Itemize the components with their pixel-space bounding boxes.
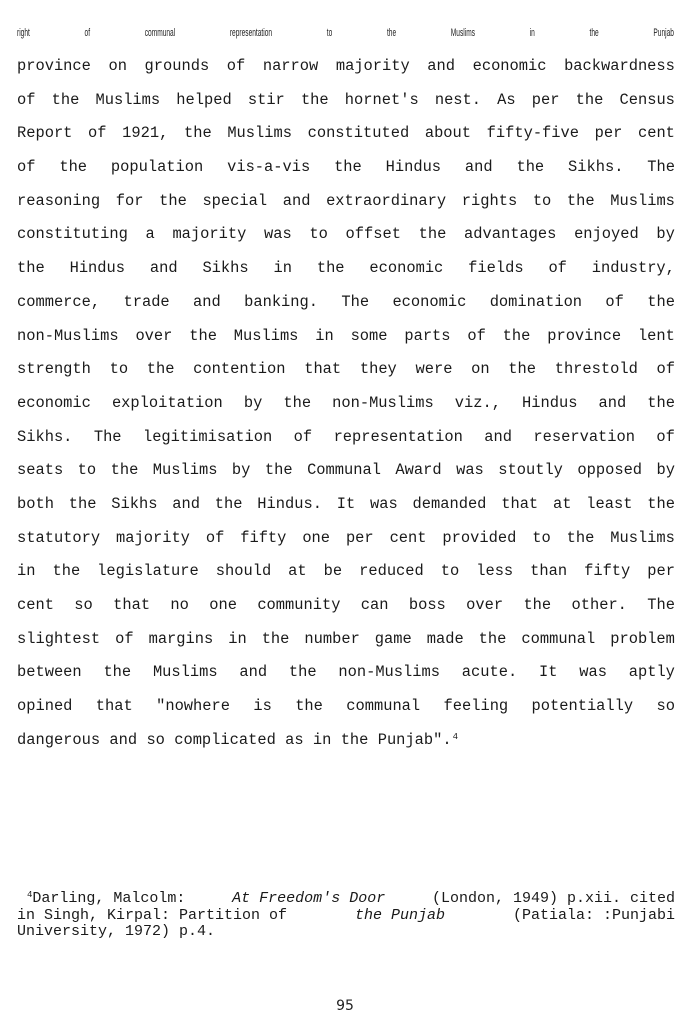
word: the xyxy=(146,360,175,379)
footnote-publication: (London, 1949) p.xii. cited xyxy=(431,890,675,907)
word: the xyxy=(516,158,545,177)
word: As xyxy=(497,90,516,109)
word: the xyxy=(316,259,345,278)
first-line-word: right xyxy=(17,27,30,39)
word: Communal xyxy=(307,461,381,480)
word: constituting xyxy=(17,225,128,244)
footnote-author: Darling, Malcolm: xyxy=(32,890,186,907)
word: The xyxy=(647,158,675,177)
word: feeling xyxy=(443,697,509,716)
word: on xyxy=(108,57,127,75)
word: to xyxy=(309,225,328,244)
word: and xyxy=(172,494,200,513)
body-line xyxy=(17,353,675,387)
word: trade xyxy=(123,292,170,311)
word: so xyxy=(146,730,165,749)
word: one xyxy=(302,528,331,547)
word: non-Muslims xyxy=(338,663,440,682)
word: to xyxy=(532,191,552,210)
word: the xyxy=(575,90,604,109)
word: province xyxy=(17,57,91,75)
word: viz., xyxy=(454,393,501,412)
word: Sikhs xyxy=(111,494,158,513)
word: grounds xyxy=(144,57,210,75)
word: The xyxy=(341,292,370,311)
word: helped xyxy=(176,90,232,109)
word: majority xyxy=(335,57,410,75)
word: cent xyxy=(637,124,675,143)
word: majority xyxy=(172,225,247,244)
word: to xyxy=(532,528,551,547)
body-line xyxy=(17,421,675,455)
word: the xyxy=(214,494,243,513)
word: that xyxy=(501,494,539,513)
word: to xyxy=(440,562,460,581)
word: province xyxy=(547,326,622,345)
word: other. xyxy=(571,596,627,614)
word: margins xyxy=(148,629,214,648)
body-line xyxy=(17,690,675,724)
word: fields xyxy=(468,259,524,278)
word: the xyxy=(566,528,595,547)
word: is xyxy=(253,697,272,716)
word: that xyxy=(113,596,151,614)
word: the xyxy=(261,629,290,648)
first-line-word: the xyxy=(589,27,599,39)
word: cent xyxy=(389,528,427,547)
word: Muslims xyxy=(233,326,299,345)
word: on xyxy=(471,360,490,379)
word: of xyxy=(115,629,134,648)
word: and xyxy=(464,158,493,177)
word: per xyxy=(531,90,560,109)
word: by xyxy=(231,461,251,480)
footnote-marker: 4 xyxy=(27,890,33,900)
body-line xyxy=(17,117,675,151)
body-line xyxy=(17,623,675,657)
word: It xyxy=(538,663,558,682)
word: Report xyxy=(17,124,73,143)
word: commerce, xyxy=(17,292,101,311)
word: can xyxy=(360,596,389,614)
word: economic xyxy=(472,57,547,75)
word: "nowhere xyxy=(156,697,230,716)
word: problem xyxy=(610,629,675,648)
word: vis-a-vis xyxy=(227,158,311,177)
word: complicated xyxy=(174,730,276,749)
word: opposed xyxy=(577,461,643,480)
body-line xyxy=(17,488,675,522)
word: lent xyxy=(637,326,675,345)
body-line-last xyxy=(17,724,675,758)
word: the xyxy=(183,124,212,143)
word: the xyxy=(478,629,507,648)
word: acute. xyxy=(461,663,518,682)
word: the xyxy=(51,90,80,109)
word: and xyxy=(109,730,138,749)
word: and xyxy=(149,259,178,278)
word: the xyxy=(264,461,293,480)
word: least xyxy=(586,494,633,513)
footnote-line-1 xyxy=(17,891,675,908)
word: aptly xyxy=(628,663,675,682)
word: parts xyxy=(404,326,451,345)
word: legitimisation xyxy=(142,427,273,446)
word: the xyxy=(52,562,81,581)
word: so xyxy=(656,697,675,716)
body-line xyxy=(17,84,675,118)
word: be xyxy=(323,562,343,581)
word: of xyxy=(17,158,36,177)
word: banking. xyxy=(244,292,318,311)
word: the xyxy=(647,494,675,513)
word: by xyxy=(656,225,675,244)
word: was xyxy=(264,225,292,244)
footnote-reference[interactable]: 4 xyxy=(452,731,458,742)
word: the xyxy=(295,697,323,716)
word: over xyxy=(135,326,173,345)
word: the xyxy=(566,191,595,210)
footnote-cited-author: in Singh, Kirpal: Partition of xyxy=(17,906,288,924)
word: of xyxy=(226,57,246,75)
first-line-word: in xyxy=(529,27,535,39)
word: to xyxy=(109,360,129,379)
truncated-first-line xyxy=(17,27,674,43)
first-line-word: the xyxy=(386,27,397,39)
body-paragraph xyxy=(17,50,675,757)
word: hornet's xyxy=(344,90,419,109)
word: special xyxy=(202,191,268,210)
word: population xyxy=(110,158,204,177)
word: fifty-five xyxy=(486,124,579,143)
word: potentially xyxy=(531,697,634,716)
word: Hindus xyxy=(522,393,578,412)
word: dangerous xyxy=(17,730,101,749)
word: the xyxy=(508,360,537,379)
word: was xyxy=(370,494,398,513)
word: It xyxy=(336,494,356,513)
word: reduced xyxy=(359,562,424,581)
word: the xyxy=(647,393,675,412)
word: economic xyxy=(392,292,467,311)
word: constituted xyxy=(307,124,410,143)
word: and xyxy=(427,57,456,75)
first-line-word: representation xyxy=(229,27,273,39)
word: per xyxy=(647,562,675,581)
word: should xyxy=(215,562,272,581)
word: domination xyxy=(489,292,583,311)
word: The xyxy=(647,596,675,614)
word: and xyxy=(484,427,512,446)
word: Punjab".$^4$ xyxy=(377,730,458,749)
word: Hindus. xyxy=(257,494,322,513)
word: a xyxy=(145,225,155,244)
word: some xyxy=(350,326,388,345)
word: narrow xyxy=(262,57,319,75)
word: of xyxy=(17,90,36,109)
word: between xyxy=(17,663,82,682)
word: the xyxy=(189,326,217,345)
word: 1921, xyxy=(122,124,169,143)
word: by xyxy=(243,393,263,412)
first-line-word: of xyxy=(84,27,91,39)
word: both xyxy=(17,494,54,513)
word: extraordinary xyxy=(326,191,447,210)
word: legislature xyxy=(97,562,199,581)
body-line xyxy=(17,218,675,252)
word: communal xyxy=(521,629,596,648)
word: Muslims xyxy=(227,124,292,143)
body-line xyxy=(17,252,675,286)
word: non-Muslims xyxy=(332,393,434,412)
word: they xyxy=(359,360,397,379)
word: economic xyxy=(17,393,91,412)
word: demanded xyxy=(412,494,487,513)
word: nest. xyxy=(434,90,482,109)
word: fifty xyxy=(584,562,631,581)
word: game xyxy=(374,629,412,648)
body-line xyxy=(17,454,675,488)
word: less xyxy=(476,562,514,581)
word: so xyxy=(74,596,93,614)
word: of xyxy=(293,427,313,446)
word: and xyxy=(239,663,268,682)
word: Sikhs. xyxy=(568,158,624,177)
body-line xyxy=(17,522,675,556)
body-line xyxy=(17,555,675,589)
word: the xyxy=(523,596,552,614)
word: Sikhs xyxy=(202,259,249,278)
word: than xyxy=(530,562,568,581)
word: Muslims xyxy=(152,663,218,682)
word: of xyxy=(548,259,567,278)
word: and xyxy=(282,191,311,210)
word: Muslims xyxy=(95,90,161,109)
word: the xyxy=(300,90,329,109)
word: per xyxy=(345,528,374,547)
footnote-cited-title-italic: the Punjab xyxy=(355,906,446,924)
footnote-line-2 xyxy=(17,908,675,925)
body-line xyxy=(17,185,675,219)
word: the xyxy=(502,326,531,345)
word: number xyxy=(304,629,360,648)
footnote-cited-end: University, 1972) p.4. xyxy=(17,923,216,940)
word: Hindus xyxy=(385,158,442,177)
word: that xyxy=(95,697,133,716)
word: of xyxy=(88,124,107,143)
word: one xyxy=(209,596,237,614)
word: economic xyxy=(369,259,444,278)
word: communal xyxy=(346,697,421,716)
word: made xyxy=(426,629,464,648)
word: majority xyxy=(116,528,190,547)
word: for xyxy=(115,191,144,210)
word: the xyxy=(59,158,88,177)
word: the xyxy=(283,393,312,412)
word: per xyxy=(594,124,623,143)
word: provided xyxy=(442,528,517,547)
word: of xyxy=(605,292,624,311)
first-line-word: to xyxy=(326,27,333,39)
body-line xyxy=(17,387,675,421)
word: the xyxy=(159,191,187,210)
word: stir xyxy=(247,90,285,109)
first-line-word: communal xyxy=(144,27,176,39)
word: over xyxy=(466,596,504,614)
word: reservation xyxy=(533,427,636,446)
word: of xyxy=(205,528,225,547)
word: threstold xyxy=(554,360,638,379)
word: Sikhs. xyxy=(17,427,73,446)
body-line xyxy=(17,656,675,690)
footnote-title-italic: At Freedom's Door xyxy=(232,890,386,907)
word: was xyxy=(579,663,607,682)
word: offset xyxy=(345,225,401,244)
word: and xyxy=(598,393,627,412)
footnote-line-3 xyxy=(17,924,675,941)
word: strength xyxy=(17,360,91,379)
word: advantages xyxy=(464,225,557,244)
word: the xyxy=(110,461,139,480)
word: the xyxy=(17,259,45,278)
word: the xyxy=(68,494,97,513)
word: industry, xyxy=(591,259,675,278)
word: by xyxy=(656,461,675,480)
word: and xyxy=(193,292,221,311)
footnote xyxy=(17,891,675,941)
word: in xyxy=(17,562,36,581)
word: of xyxy=(656,427,675,446)
word: exploitation xyxy=(111,393,223,412)
first-line-word: Muslims xyxy=(450,27,476,39)
word: reasoning xyxy=(17,191,101,210)
word: boss xyxy=(408,596,446,614)
body-line xyxy=(17,320,675,354)
word: was xyxy=(456,461,484,480)
footnote-cited-publisher: (Patiala: :Punjabi xyxy=(512,906,675,924)
word: in xyxy=(315,326,334,345)
word: backwardness xyxy=(564,57,675,75)
word: Muslims xyxy=(610,191,675,210)
word: at xyxy=(552,494,572,513)
word: enjoyed xyxy=(574,225,639,244)
word: cent xyxy=(17,596,54,614)
word: of xyxy=(467,326,486,345)
word: representation xyxy=(333,427,463,446)
word: non-Muslims xyxy=(17,326,119,345)
word: to xyxy=(77,461,97,480)
word: statutory xyxy=(17,528,101,547)
word: fifty xyxy=(240,528,287,547)
word: stoutly xyxy=(498,461,563,480)
body-line xyxy=(17,286,675,320)
word: no xyxy=(170,596,189,614)
word: the xyxy=(647,292,675,311)
first-line-word: Punjab xyxy=(653,27,674,39)
word: at xyxy=(288,562,307,581)
word: the xyxy=(288,663,317,682)
word: Census xyxy=(619,90,675,109)
word: the xyxy=(340,730,369,749)
word: Muslims xyxy=(610,528,675,547)
word: Muslims xyxy=(152,461,218,480)
word: opined xyxy=(17,697,73,716)
word: the xyxy=(418,225,447,244)
word: Award xyxy=(395,461,442,480)
word: slightest xyxy=(17,629,101,648)
page-number: 95 xyxy=(336,998,354,1014)
body-line xyxy=(17,151,675,185)
word: the xyxy=(334,158,362,177)
word: Hindus xyxy=(69,259,125,278)
word: were xyxy=(415,360,453,379)
word: the xyxy=(103,663,132,682)
word: about xyxy=(424,124,472,143)
word: in xyxy=(273,259,292,278)
word: rights xyxy=(461,191,518,210)
word: community xyxy=(257,596,341,614)
word: of xyxy=(656,360,675,379)
body-line xyxy=(17,589,675,623)
word: The xyxy=(93,427,122,446)
word: seats xyxy=(17,461,64,480)
word: contention xyxy=(193,360,286,379)
body-line xyxy=(17,50,675,84)
word: that xyxy=(304,360,342,379)
word: as xyxy=(285,730,304,749)
word: in xyxy=(228,629,247,648)
word: in xyxy=(312,730,332,749)
